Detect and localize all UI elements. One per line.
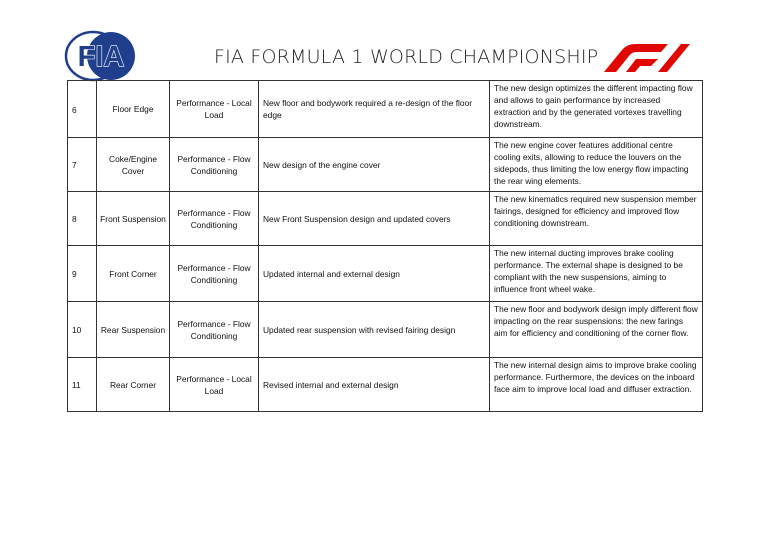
part-name: Rear Corner [97,358,170,412]
explanation: The new design optimizes the different impacting flow and allows to gain performance by increased extraction and by the generated vortexes travelling downstream. [490,81,703,138]
category: Performance - Local Load [170,358,259,412]
explanation: The new internal ducting improves brake cooling performance. The external shape is designed to be compliant with the new suspensions, aiming to influence front wheel wake. [490,246,703,302]
description: New design of the engine cover [259,138,490,192]
description: New Front Suspension design and updated covers [259,192,490,246]
row-number: 9 [68,246,97,302]
explanation: The new engine cover features additional centre cooling exits, allowing to reduce the louvers on the sidepods, thus limiting the low energy flow impacting the rear wing elements. [490,138,703,192]
explanation: The new floor and bodywork design imply different flow impacting on the rear suspensions: the new farings aim for efficiency and conditioning of the corner flow. [490,302,703,358]
row-number: 6 [68,81,97,138]
part-name: Front Suspension [97,192,170,246]
table-row [68,246,703,302]
fia-logo [64,30,138,82]
row-number: 11 [68,358,97,412]
explanation: The new internal design aims to improve brake cooling performance. Furthermore, the devices on the inboard face aim to improve local load and diffuser extraction. [490,358,703,412]
description: New floor and bodywork required a re-design of the floor edge [259,81,490,138]
description: Revised internal and external design [259,358,490,412]
page-title: FIA FORMULA 1 WORLD CHAMPIONSHIP [214,46,599,68]
table-row [68,302,703,358]
category: Performance - Flow Conditioning [170,302,259,358]
category: Performance - Flow Conditioning [170,138,259,192]
description: Updated rear suspension with revised fairing design [259,302,490,358]
f1-logo [598,44,690,72]
part-name: Coke/Engine Cover [97,138,170,192]
row-number: 8 [68,192,97,246]
table-row [68,192,703,246]
part-name: Front Corner [97,246,170,302]
category: Performance - Local Load [170,81,259,138]
fia-logo-text: FIA [77,41,125,73]
row-number: 7 [68,138,97,192]
part-name: Rear Suspension [97,302,170,358]
part-name: Floor Edge [97,81,170,138]
table-row [68,358,703,412]
upgrades-table [67,80,703,412]
explanation: The new kinematics required new suspension member fairings, designed for efficiency and improved flow conditioning downstream. [490,192,703,246]
category: Performance - Flow Conditioning [170,246,259,302]
table-row [68,138,703,192]
table-row [68,81,703,138]
description: Updated internal and external design [259,246,490,302]
row-number: 10 [68,302,97,358]
category: Performance - Flow Conditioning [170,192,259,246]
